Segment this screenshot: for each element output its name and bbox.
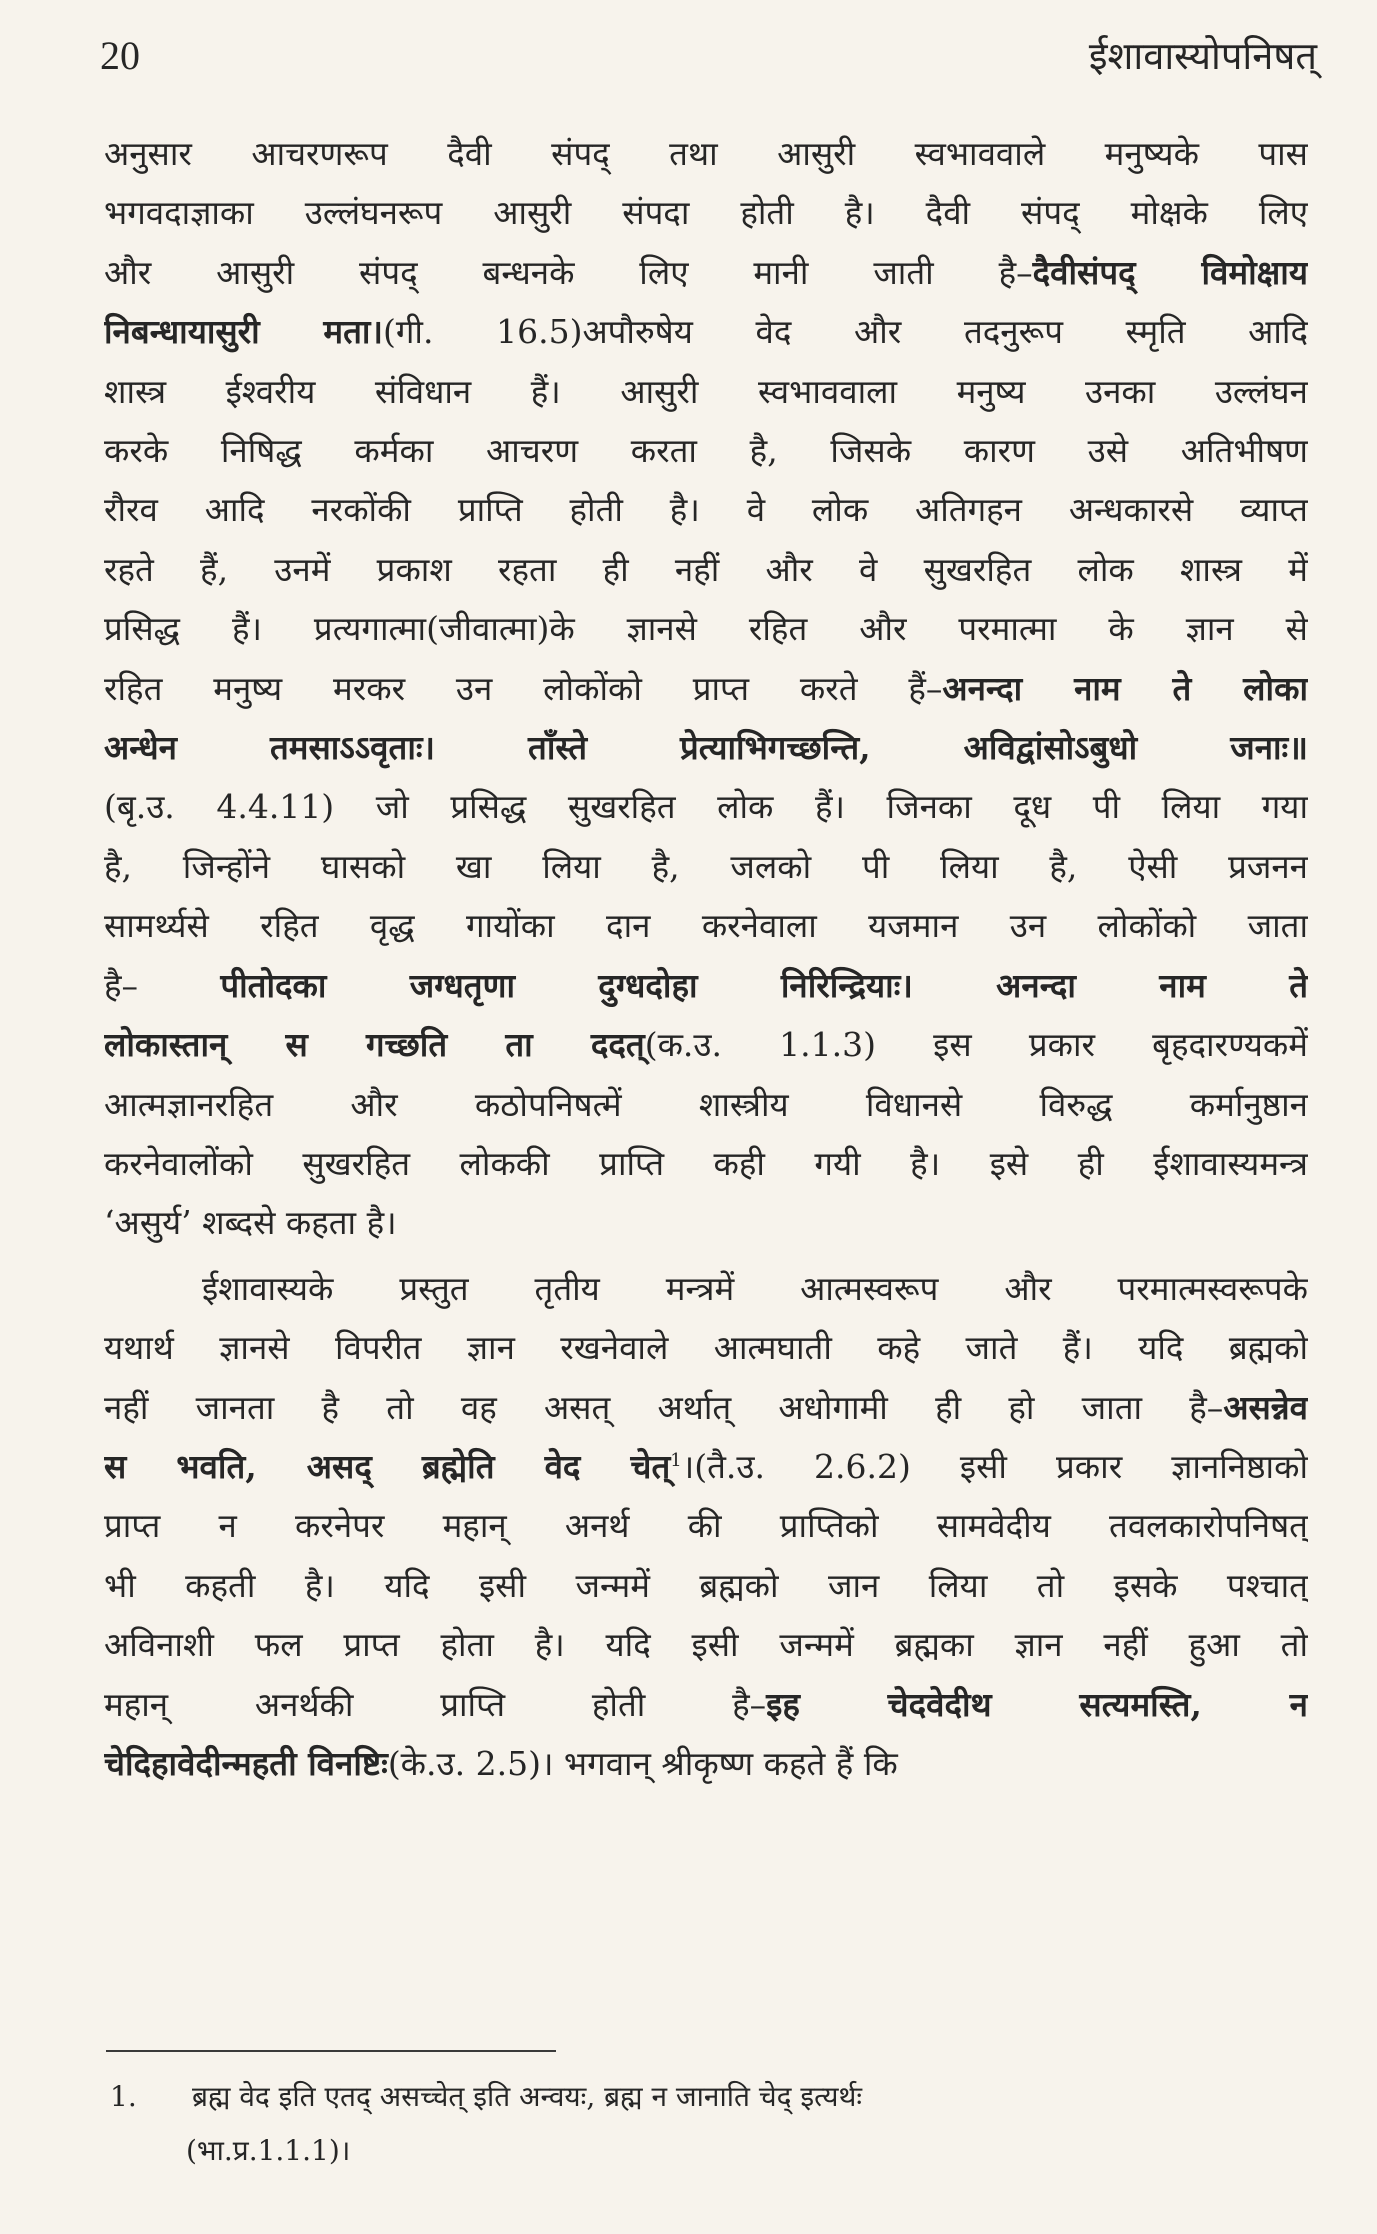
text-segment: (क.उ. 1.1.3) इस प्रकार बृहदारण्यकमें bbox=[644, 1025, 1308, 1065]
text-line bbox=[104, 1259, 1308, 1318]
text-segment: (के.उ. 2.5)। भगवान् श्रीकृष्ण कहते हैं कि bbox=[387, 1743, 898, 1783]
text-segment: है– bbox=[104, 965, 221, 1005]
text-line bbox=[104, 124, 1308, 183]
text-line bbox=[104, 1134, 1308, 1193]
text-line bbox=[104, 1437, 1308, 1496]
text-segment: और आसुरी संपद् बन्धनके लिए मानी जाती है– bbox=[104, 252, 1033, 292]
text-line bbox=[104, 302, 1308, 361]
text-line bbox=[104, 777, 1308, 836]
text-line bbox=[104, 421, 1308, 480]
text-line bbox=[104, 1318, 1308, 1377]
text-line bbox=[104, 718, 1308, 777]
footnote-number: 1. bbox=[110, 2080, 137, 2113]
text-segment: अनुसार आचरणरूप दैवी संपद् तथा आसुरी स्वभाववाले मनुष्यके पास bbox=[104, 134, 1308, 173]
text-line bbox=[104, 540, 1308, 599]
text-line bbox=[104, 480, 1308, 539]
text-line bbox=[104, 1734, 1308, 1793]
text-segment: सामर्थ्यसे रहित वृद्ध गायोंका दान करनेवाला यजमान उन लोकोंको जाता bbox=[104, 906, 1308, 946]
running-title: ईशावास्योपनिषत् bbox=[1088, 34, 1317, 78]
text-segment: रहित मनुष्य मरकर उन लोकोंको प्राप्त करते हैं– bbox=[104, 668, 943, 708]
quoted-verse: इह चेदवेदीथ सत्यमस्ति, न bbox=[766, 1684, 1308, 1724]
text-line bbox=[104, 362, 1308, 421]
page-number: 20 bbox=[100, 32, 140, 78]
text-line bbox=[104, 956, 1308, 1015]
footnote-rule bbox=[106, 2050, 556, 2052]
body-text bbox=[104, 124, 1308, 1793]
text-line bbox=[104, 1075, 1308, 1134]
text-line bbox=[104, 1193, 1308, 1252]
text-segment: है, जिन्होंने घासको खा लिया है, जलको पी लिया है, ऐसी प्रजनन bbox=[104, 846, 1308, 886]
text-segment: यथार्थ ज्ञानसे विपरीत ज्ञान रखनेवाले आत्मघाती कहे जाते हैं। यदि ब्रह्मको bbox=[104, 1328, 1308, 1368]
text-line bbox=[104, 183, 1308, 242]
text-line bbox=[104, 599, 1308, 658]
text-segment: ईशावास्यके प्रस्तुत तृतीय मन्त्रमें आत्मस्वरूप और परमात्मस्वरूपके bbox=[202, 1268, 1308, 1308]
quoted-verse: चेदिहावेदीन्महती विनष्टिः bbox=[104, 1743, 388, 1783]
text-segment: करके निषिद्ध कर्मका आचरण करता है, जिसके कारण उसे अतिभीषण bbox=[104, 431, 1308, 471]
text-line bbox=[104, 1615, 1308, 1674]
footnote bbox=[104, 2070, 1308, 2178]
text-line bbox=[104, 896, 1308, 955]
text-segment: रौरव आदि नरकोंकी प्राप्ति होती है। वे लोक अतिगहन अन्धकारसे व्याप्त bbox=[104, 490, 1308, 530]
text-line bbox=[104, 1556, 1308, 1615]
footnote-marker: 1 bbox=[670, 1449, 682, 1471]
text-segment: शास्त्र ईश्वरीय संविधान हैं। आसुरी स्वभाववाला मनुष्य उनका उल्लंघन bbox=[104, 371, 1308, 411]
text-segment: करनेवालोंको सुखरहित लोककी प्राप्ति कही गयी है। इसे ही ईशावास्यमन्त्र bbox=[104, 1143, 1308, 1183]
quoted-verse: स भवति, असद् ब्रह्मेति वेद चेत् bbox=[104, 1446, 671, 1486]
text-line bbox=[104, 1015, 1308, 1074]
text-line bbox=[104, 659, 1308, 718]
text-segment: ।(तै.उ. 2.6.2) इसी प्रकार ज्ञाननिष्ठाको bbox=[681, 1446, 1308, 1486]
text-segment: (बृ.उ. 4.4.11) जो प्रसिद्ध सुखरहित लोक हैं। जिनका दूध पी लिया गया bbox=[104, 787, 1308, 827]
text-segment: प्रसिद्ध हैं। प्रत्यगात्मा(जीवात्मा)के ज्ञानसे रहित और परमात्मा के ज्ञान से bbox=[104, 609, 1308, 649]
page-header bbox=[100, 25, 1317, 85]
text-line bbox=[104, 1496, 1308, 1555]
quoted-verse: निबन्धायासुरी मता। bbox=[104, 312, 383, 352]
text-segment: आत्मज्ञानरहित और कठोपनिषत्में शास्त्रीय विधानसे विरुद्ध कर्मानुष्ठान bbox=[104, 1084, 1308, 1124]
quoted-verse: अनन्दा नाम ते लोका bbox=[942, 668, 1308, 708]
text-segment: अविनाशी फल प्राप्त होता है। यदि इसी जन्ममें ब्रह्मका ज्ञान नहीं हुआ तो bbox=[104, 1625, 1308, 1665]
text-segment: महान् अनर्थकी प्राप्ति होती है– bbox=[104, 1684, 767, 1724]
text-segment: भगवदाज्ञाका उल्लंघनरूप आसुरी संपदा होती है। दैवी संपद् मोक्षके लिए bbox=[104, 193, 1308, 233]
text-segment: नहीं जानता है तो वह असत् अर्थात् अधोगामी ही हो जाता है– bbox=[104, 1387, 1224, 1427]
quoted-verse: पीतोदका जग्धतृणा दुग्धदोहा निरिन्द्रियाः। अनन्दा नाम ते bbox=[220, 965, 1308, 1005]
footnote-text: ब्रह्म वेद इति एतद् असच्चेत् इति अन्वयः, ब्रह्म न जानाति चेद् इत्यर्थः bbox=[192, 2080, 863, 2113]
text-segment: रहते हैं, उनमें प्रकाश रहता ही नहीं और वे सुखरहित लोक शास्त्र में bbox=[104, 549, 1308, 589]
text-line bbox=[104, 1675, 1308, 1734]
text-line bbox=[104, 837, 1308, 896]
quoted-verse: दैवीसंपद् विमोक्षाय bbox=[1032, 252, 1308, 292]
footnote-text: (भा.प्र.1.1.1)। bbox=[186, 2134, 351, 2167]
quoted-verse: अन्धेन तमसाऽऽवृताः। ताँस्ते प्रेत्याभिगच्छन्ति, अविद्वांसोऽबुधो जनाः॥ bbox=[104, 728, 1308, 768]
footnote-line bbox=[104, 2124, 1308, 2178]
text-line bbox=[104, 243, 1308, 302]
text-segment: प्राप्त न करनेपर महान् अनर्थ की प्राप्तिको सामवेदीय तवलकारोपनिषत् bbox=[104, 1506, 1308, 1546]
footnote-line bbox=[104, 2070, 1308, 2124]
text-segment: भी कहती है। यदि इसी जन्ममें ब्रह्मको जान लिया तो इसके पश्चात् bbox=[104, 1565, 1308, 1605]
text-line bbox=[104, 1378, 1308, 1437]
quoted-verse: लोकास्तान् स गच्छति ता ददत् bbox=[104, 1025, 645, 1065]
text-segment: (गी. 16.5)अपौरुषेय वेद और तदनुरूप स्मृति आदि bbox=[382, 312, 1308, 352]
text-segment: ‘असुर्य’ शब्दसे कहता है। bbox=[104, 1203, 397, 1243]
quoted-verse: असन्नेव bbox=[1223, 1387, 1308, 1427]
